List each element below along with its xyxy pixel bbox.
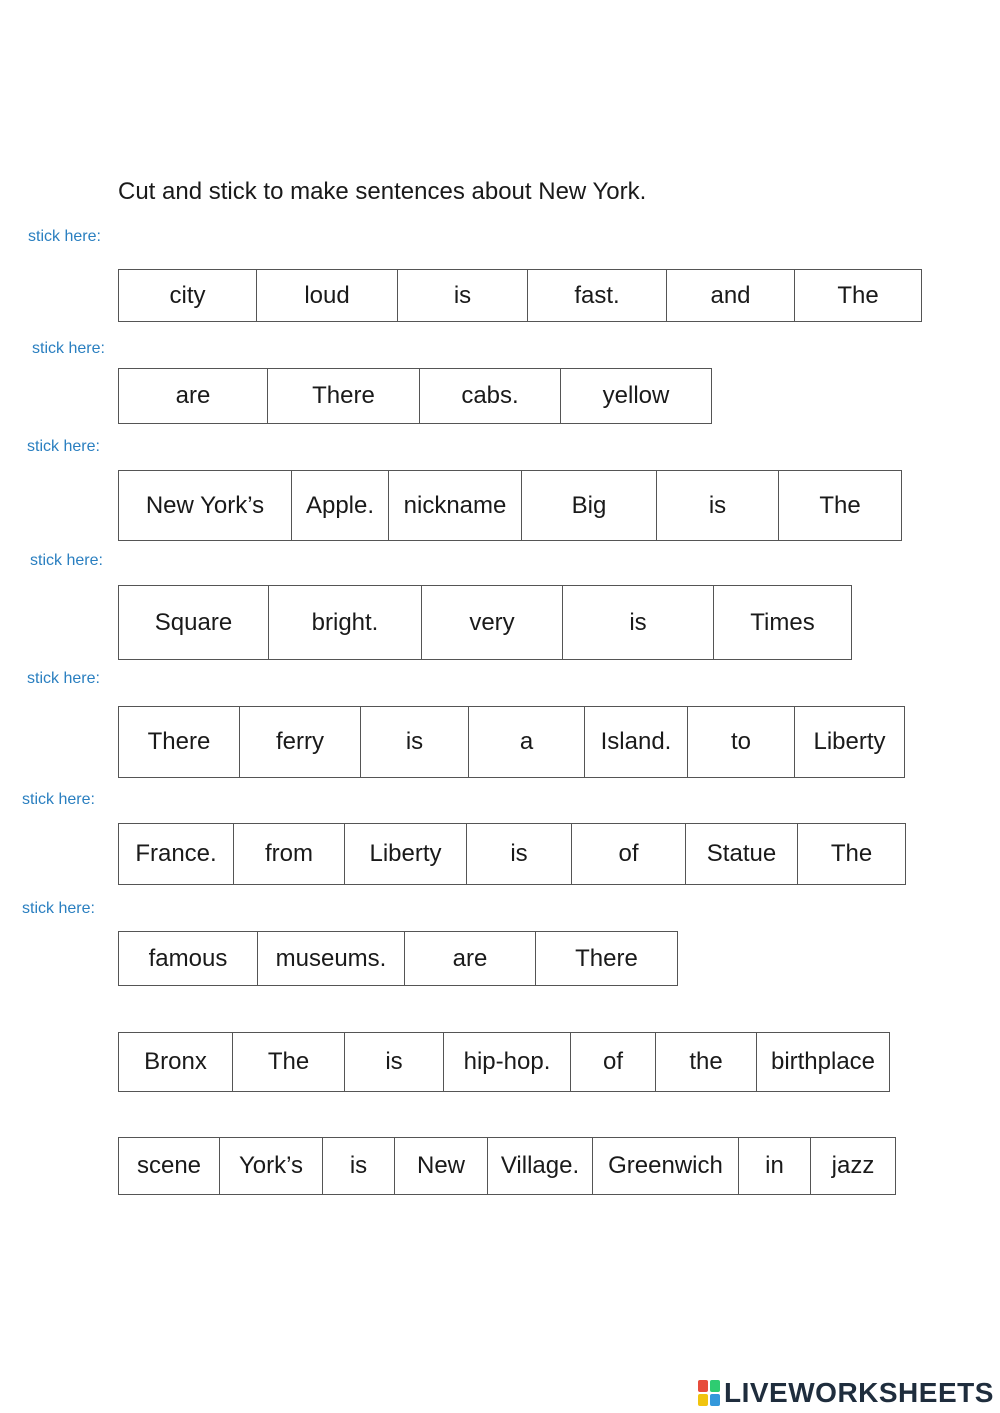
stick-here-label: stick here: <box>22 900 95 917</box>
stick-here-label: stick here: <box>32 340 105 357</box>
worksheet-instructions: Cut and stick to make sentences about New York. <box>118 178 647 205</box>
word-card[interactable]: is <box>323 1138 395 1194</box>
word-card[interactable]: very <box>422 586 563 659</box>
word-card[interactable]: to <box>688 707 795 777</box>
word-card[interactable]: birthplace <box>757 1033 890 1091</box>
word-card[interactable]: are <box>405 932 536 985</box>
word-card[interactable]: is <box>563 586 714 659</box>
word-card[interactable]: from <box>234 824 345 884</box>
word-strip-1 <box>118 269 922 322</box>
word-card[interactable]: The <box>779 471 902 540</box>
logo-icon <box>698 1380 720 1406</box>
word-strip-3 <box>118 470 902 541</box>
word-card[interactable]: The <box>233 1033 345 1091</box>
word-card[interactable]: is <box>361 707 469 777</box>
word-card[interactable]: scene <box>119 1138 220 1194</box>
word-strip-8 <box>118 1032 890 1092</box>
stick-here-label: stick here: <box>22 791 95 808</box>
word-card[interactable]: Statue <box>686 824 798 884</box>
stick-here-label: stick here: <box>30 552 103 569</box>
word-card[interactable]: famous <box>119 932 258 985</box>
word-card[interactable]: jazz <box>811 1138 896 1194</box>
word-card[interactable]: There <box>536 932 678 985</box>
word-strip-4 <box>118 585 852 660</box>
word-card[interactable]: The <box>798 824 906 884</box>
word-strip-9 <box>118 1137 896 1195</box>
word-card[interactable]: There <box>119 707 240 777</box>
word-card[interactable]: yellow <box>561 369 712 423</box>
word-card[interactable]: cabs. <box>420 369 561 423</box>
word-card[interactable]: is <box>467 824 572 884</box>
word-card[interactable]: Liberty <box>795 707 905 777</box>
word-card[interactable]: There <box>268 369 420 423</box>
word-card[interactable]: in <box>739 1138 811 1194</box>
word-card[interactable]: are <box>119 369 268 423</box>
word-card[interactable]: Village. <box>488 1138 593 1194</box>
word-card[interactable]: France. <box>119 824 234 884</box>
word-card[interactable]: Square <box>119 586 269 659</box>
logo-text: LIVEWORKSHEETS <box>724 1377 994 1408</box>
stick-here-label: stick here: <box>28 228 101 245</box>
word-card[interactable]: hip-hop. <box>444 1033 571 1091</box>
word-card[interactable]: the <box>656 1033 757 1091</box>
word-card[interactable]: is <box>657 471 779 540</box>
word-card[interactable]: Bronx <box>119 1033 233 1091</box>
word-card[interactable]: is <box>398 270 528 321</box>
stick-here-label: stick here: <box>27 670 100 687</box>
word-card[interactable]: Island. <box>585 707 688 777</box>
word-card[interactable]: Apple. <box>292 471 389 540</box>
word-card[interactable]: fast. <box>528 270 667 321</box>
word-card[interactable]: loud <box>257 270 398 321</box>
word-card[interactable]: city <box>119 270 257 321</box>
word-card[interactable]: Times <box>714 586 852 659</box>
word-card[interactable]: of <box>572 824 686 884</box>
word-card[interactable]: Liberty <box>345 824 467 884</box>
word-card[interactable]: Big <box>522 471 657 540</box>
word-card[interactable]: is <box>345 1033 444 1091</box>
word-card[interactable]: Greenwich <box>593 1138 739 1194</box>
word-strip-6 <box>118 823 906 885</box>
word-card[interactable]: bright. <box>269 586 422 659</box>
word-card[interactable]: of <box>571 1033 656 1091</box>
stick-here-label: stick here: <box>27 438 100 455</box>
word-card[interactable]: The <box>795 270 922 321</box>
word-strip-7 <box>118 931 678 986</box>
word-card[interactable]: New York’s <box>119 471 292 540</box>
word-strip-5 <box>118 706 905 778</box>
word-card[interactable]: New <box>395 1138 488 1194</box>
word-card[interactable]: a <box>469 707 585 777</box>
word-card[interactable]: and <box>667 270 795 321</box>
word-card[interactable]: York’s <box>220 1138 323 1194</box>
word-strip-2 <box>118 368 712 424</box>
liveworksheets-logo <box>698 1376 994 1410</box>
word-card[interactable]: ferry <box>240 707 361 777</box>
word-card[interactable]: museums. <box>258 932 405 985</box>
word-card[interactable]: nickname <box>389 471 522 540</box>
